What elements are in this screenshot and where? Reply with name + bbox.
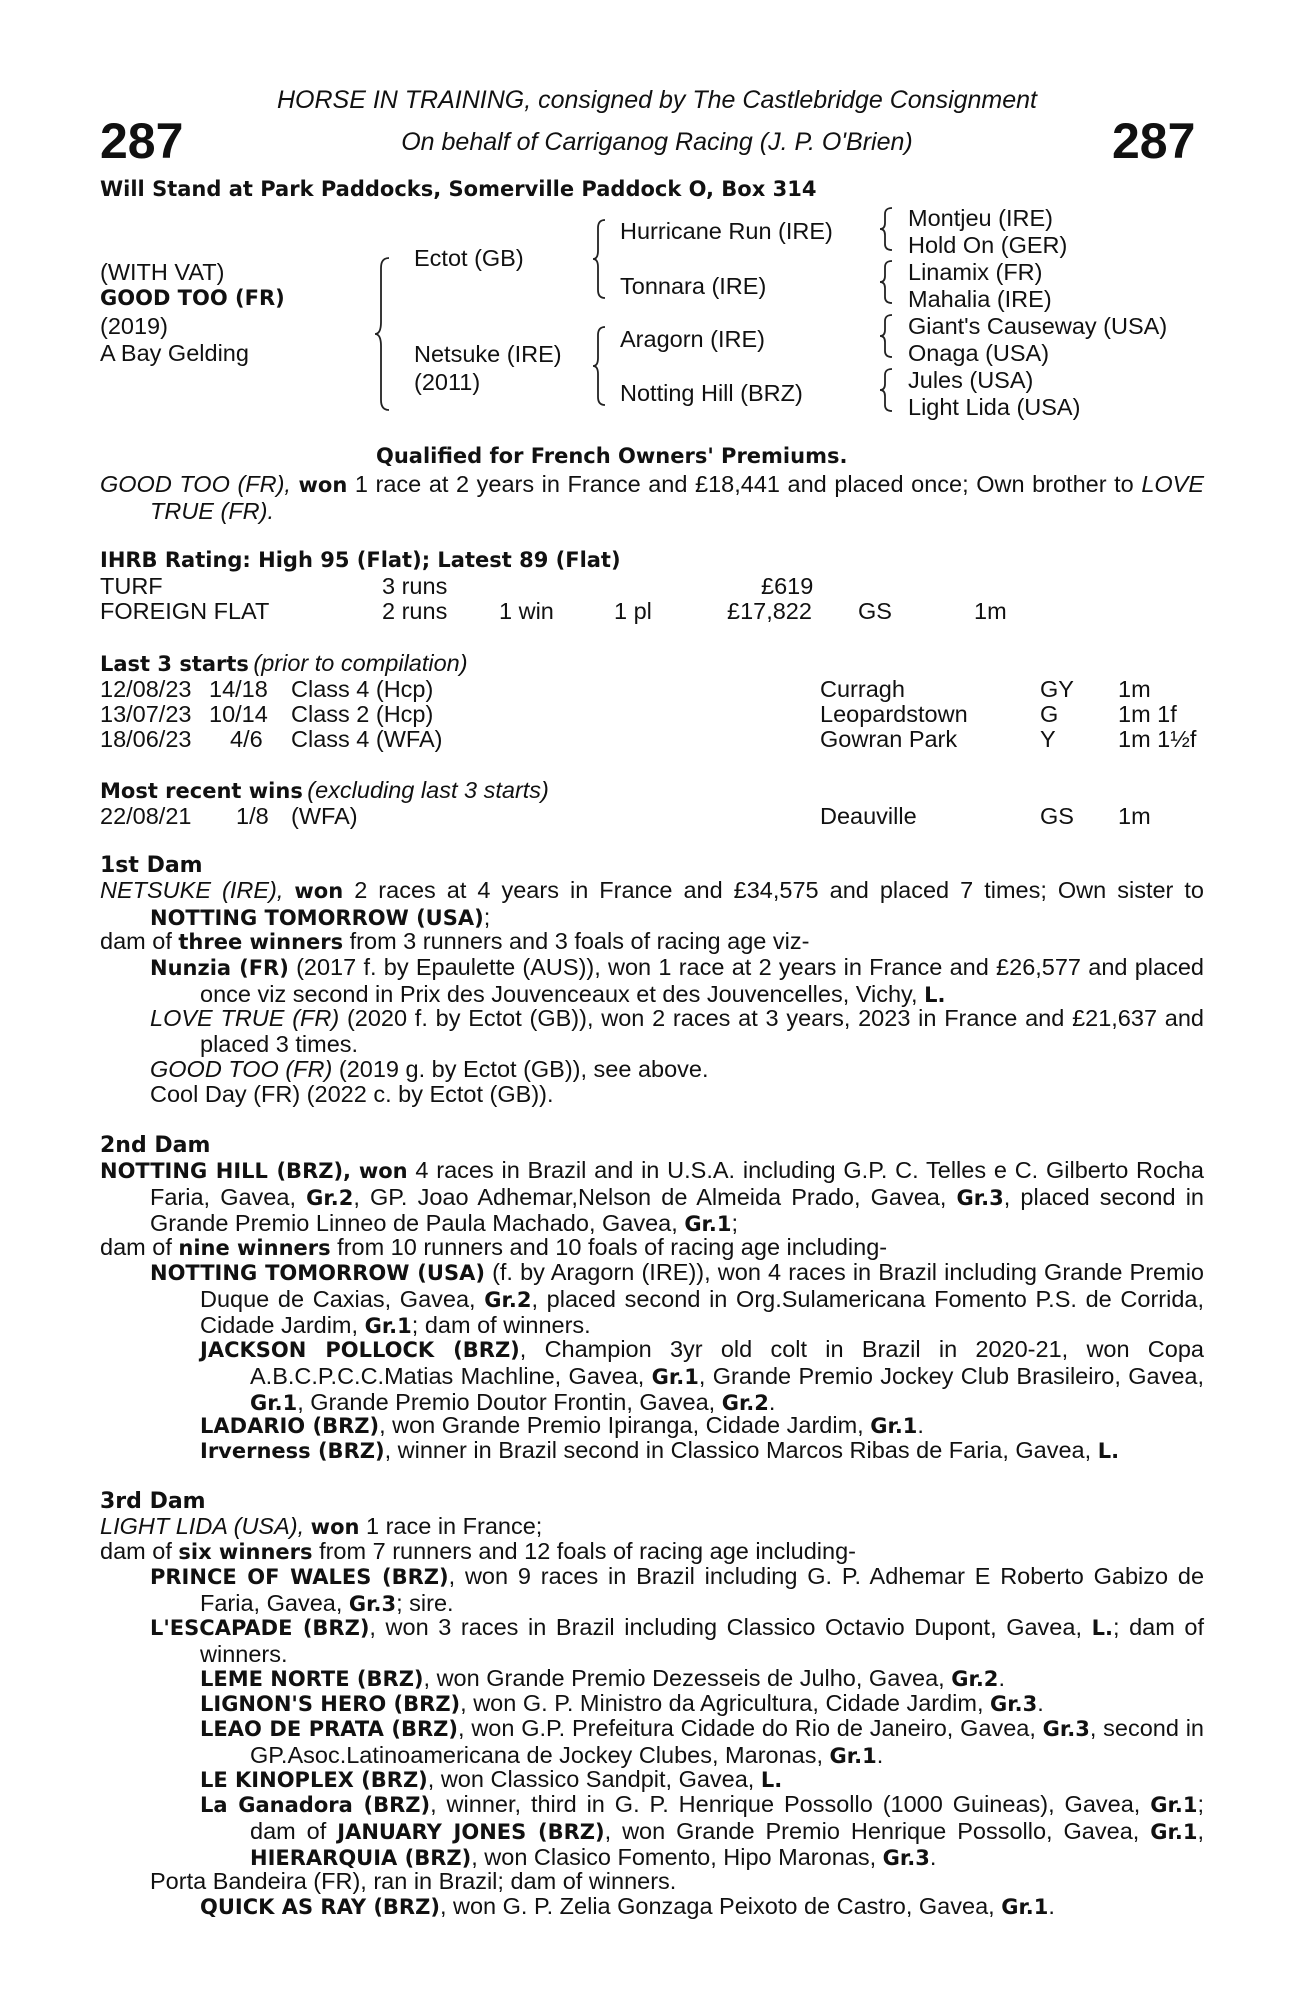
progeny-name: HIERARQUIA (BRZ): [250, 1846, 472, 1870]
progeny-name: LOVE TRUE (FR): [150, 1005, 340, 1031]
grade: Gr.1: [364, 1314, 412, 1338]
start-course: Curragh: [820, 676, 905, 702]
progeny-love-true: [150, 1006, 1204, 1057]
text: ; dam of winners.: [411, 1312, 591, 1338]
punct: .: [998, 1665, 1005, 1691]
dam-dam-name: Notting Hill (BRZ): [620, 380, 803, 406]
rating-type: TURF: [100, 573, 163, 599]
win-distance: 1m: [1118, 803, 1151, 829]
dam-sire-name: Aragorn (IRE): [620, 326, 765, 352]
start-date: 13/07/23: [100, 701, 192, 727]
rating-runs: 2 runs: [382, 598, 448, 624]
progeny-porta-bandeira: Porta Bandeira (FR), ran in Brazil; dam of winners.: [150, 1868, 677, 1894]
dam2-name: NOTTING HILL (BRZ),: [100, 1159, 352, 1183]
grade: Gr.1: [651, 1364, 699, 1389]
sire-dam-name: Tonnara (IRE): [620, 273, 767, 299]
recent-wins-heading: Most recent wins: [100, 779, 303, 803]
summary-text: 1 race at 2 years in France and £18,441 and placed once; Own brother to: [354, 471, 1134, 497]
grade: Gr.1: [1150, 1793, 1198, 1817]
progeny-lescapade: [150, 1615, 1204, 1667]
start-class: Class 4 (WFA): [291, 726, 443, 752]
horse-year: (2019): [100, 313, 168, 339]
progeny-good-too: [150, 1057, 1204, 1083]
progeny-nunzia: [150, 955, 1204, 1008]
dam-of-text: from 3 runners and 3 foals of racing age viz-: [349, 928, 810, 954]
granddam-2: Hold On (GER): [908, 232, 1068, 258]
progeny-name: QUICK AS RAY (BRZ): [200, 1895, 440, 1919]
win-going: GS: [1040, 803, 1074, 829]
text: 4 races in Brazil and in U.S.A. including G.P. C. Telles e C. Gilberto Rocha Faria, Gavea,: [150, 1157, 1204, 1210]
granddam-4: Mahalia (IRE): [908, 286, 1052, 312]
progeny-leao-de-prata: [200, 1716, 1204, 1769]
dam-name: Netsuke (IRE): [414, 341, 562, 367]
text: , won Classico Sandpit, Gavea,: [427, 1766, 755, 1792]
text: , Grande Premio Jockey Club Brasileiro, Gavea,: [698, 1362, 1204, 1389]
text: , placed second in Org.Sulamericana Fomento P.S. de Corrida, Cidade Jardim,: [200, 1285, 1205, 1338]
progeny-la-ganadora: [200, 1792, 1204, 1872]
vat-note: (WITH VAT): [100, 259, 225, 285]
progeny-text: (2019 g. by Ectot (GB)), see above.: [338, 1056, 709, 1082]
recent-wins-heading-line: [100, 777, 549, 803]
grade: Gr.1: [829, 1743, 877, 1768]
dam1-intro: [100, 878, 1204, 931]
dam-of-label: dam of: [100, 928, 172, 954]
start-going: G: [1040, 701, 1059, 727]
win-class: (WFA): [291, 803, 358, 829]
progeny-name: LE KINOPLEX (BRZ): [200, 1768, 428, 1792]
won-label: won: [310, 1515, 360, 1539]
rating-prize: £619: [761, 573, 814, 599]
progeny-le-kinoplex: [200, 1767, 1204, 1794]
rating-type: FOREIGN FLAT: [100, 598, 270, 624]
progeny-text: (2017 f. by Epaulette (AUS)), won 1 race at 2 years in France and £26,577 and placed once viz second in Prix des Jouvenceaux et des Jouvencelles, Vichy,: [200, 954, 1204, 1007]
progeny-text: (2020 f. by Ectot (GB)), won 2 races at 3 years, 2023 in France and £21,637 and placed 3 times.: [200, 1005, 1204, 1057]
text: , winner, third in G. P. Henrique Possollo (1000 Guineas), Gavea,: [430, 1791, 1141, 1817]
progeny-leme-norte: [200, 1666, 1204, 1693]
horse-name-italic: GOOD TOO (FR),: [100, 471, 291, 497]
start-going: GY: [1040, 676, 1074, 702]
grade: Gr.3: [956, 1185, 1004, 1210]
progeny-name: JACKSON POLLOCK (BRZ): [200, 1338, 520, 1362]
grade: Gr.1: [250, 1391, 298, 1415]
grade: L.: [1091, 1616, 1113, 1640]
dam-of-text: from 7 runners and 12 foals of racing age including-: [319, 1538, 856, 1564]
grade: Gr.1: [684, 1212, 732, 1236]
grade: Gr.3: [1042, 1717, 1090, 1741]
rating-heading: IHRB Rating: High 95 (Flat); Latest 89 (Flat): [100, 548, 621, 572]
text: , won G.P. Prefeitura Cidade do Rio de Janeiro, Gavea,: [458, 1715, 1036, 1741]
progeny-name: LIGNON'S HERO (BRZ): [200, 1692, 461, 1716]
text: , second in GP.Asoc.Latinoamericana de Jockey Clubes, Maronas,: [250, 1715, 1205, 1768]
win-position: 1/8: [236, 803, 269, 829]
grade: Gr.2: [951, 1667, 999, 1691]
punct: .: [917, 1412, 924, 1438]
grandsire-7: Jules (USA): [908, 367, 1034, 393]
pedigree-brace-g2: [880, 259, 894, 305]
rating-going: GS: [858, 598, 892, 624]
winners-count: nine winners: [178, 1236, 331, 1260]
progeny-cool-day: Cool Day (FR) (2022 c. by Ectot (GB)).: [150, 1081, 554, 1107]
punct: ;: [483, 903, 491, 930]
lot-number-right: 287: [1112, 113, 1196, 169]
win-date: 22/08/21: [100, 803, 192, 829]
progeny-name: Nunzia (FR): [150, 956, 289, 980]
grade: Gr.3: [348, 1591, 397, 1616]
win-course: Deauville: [820, 803, 917, 829]
progeny-jackson-pollock: [200, 1337, 1204, 1417]
winners-count: three winners: [178, 930, 344, 954]
progeny-name: LEME NORTE (BRZ): [200, 1667, 424, 1691]
grade: Gr.3: [882, 1846, 930, 1870]
text: , won G. P. Ministro da Agricultura, Cidade Jardim,: [460, 1690, 984, 1716]
dam-of-label: dam of: [100, 1538, 172, 1564]
grade: Gr.1: [1150, 1819, 1198, 1844]
won-label: won: [294, 879, 344, 903]
sire-sire-name: Hurricane Run (IRE): [620, 218, 833, 244]
pedigree-brace-dam: [593, 325, 609, 407]
grade: Gr.3: [990, 1692, 1038, 1716]
winners-count: six winners: [178, 1540, 313, 1564]
dam1-text: 2 races at 4 years in France and £34,575 and placed 7 times; Own sister to: [354, 877, 1205, 903]
dam1-dam-of: [100, 929, 1204, 956]
dam2-intro: [100, 1158, 1204, 1238]
progeny-name: PRINCE OF WALES (BRZ): [150, 1565, 449, 1589]
start-going: Y: [1040, 726, 1056, 752]
dam1-name: NETSUKE (IRE),: [100, 877, 284, 903]
progeny-ladario: [200, 1413, 1204, 1440]
progeny-name: La Ganadora (BRZ): [200, 1793, 431, 1817]
text: , GP. Joao Adhemar,Nelson de Almeida Prado, Gavea,: [353, 1183, 947, 1210]
grade: Gr.2: [721, 1391, 769, 1415]
rating-places: 1 pl: [614, 598, 652, 624]
horse-description: A Bay Gelding: [100, 340, 249, 366]
dam-of-text: from 10 runners and 10 foals of racing age including-: [337, 1234, 888, 1260]
pedigree-brace-sire: [593, 218, 609, 300]
start-distance: 1m: [1118, 676, 1151, 702]
dam1-heading: 1st Dam: [100, 853, 203, 878]
start-course: Gowran Park: [820, 726, 958, 752]
grade: L.: [1097, 1439, 1120, 1463]
premiums-note: Qualified for French Owners' Premiums.: [376, 444, 848, 468]
granddam-6: Onaga (USA): [908, 340, 1050, 366]
progeny-name: Irverness (BRZ): [200, 1439, 385, 1463]
text: ; dam of: [250, 1791, 1204, 1844]
start-position: 4/6: [230, 726, 263, 752]
start-position: 14/18: [209, 676, 268, 702]
progeny-name: JANUARY JONES (BRZ): [337, 1819, 605, 1844]
text: , Grande Premio Doutor Frontin, Gavea,: [297, 1389, 716, 1415]
text: ; sire.: [396, 1589, 454, 1616]
last3-heading: Last 3 starts: [100, 652, 249, 676]
on-behalf-line: On behalf of Carriganog Racing (J. P. O'Brien): [401, 128, 913, 156]
start-distance: 1m 1f: [1118, 701, 1177, 727]
summary-paragraph: [100, 472, 1204, 524]
start-distance: 1m 1½f: [1118, 726, 1197, 752]
start-class: Class 4 (Hcp): [291, 676, 434, 702]
punct: .: [929, 1844, 937, 1870]
text: , won G. P. Zelia Gonzaga Peixoto de Castro, Gavea,: [439, 1893, 995, 1919]
text: , winner in Brazil second in Classico Marcos Ribas de Faria, Gavea,: [384, 1437, 1092, 1463]
punct: .: [1037, 1690, 1044, 1716]
dam3-name: LIGHT LIDA (USA),: [100, 1513, 305, 1539]
brother-name: LOVE TRUE (FR).: [150, 471, 1205, 524]
pedigree-brace-main: [375, 256, 393, 412]
dam-of-label: dam of: [100, 1234, 172, 1260]
start-course: Leopardstown: [820, 701, 968, 727]
rating-prize: £17,822: [727, 598, 812, 624]
start-date: 12/08/23: [100, 676, 192, 702]
text: , Champion 3yr old colt in Brazil in 2020-21, won Copa A.B.C.P.C.C.Matias Machline, Gavea,: [250, 1336, 1204, 1389]
progeny-prince-of-wales: [150, 1564, 1204, 1617]
dam3-heading: 3rd Dam: [100, 1489, 206, 1514]
stabling-location: Will Stand at Park Paddocks, Somerville Paddock O, Box 314: [100, 177, 817, 201]
text: , won Grande Premio Ipiranga, Cidade Jardim,: [379, 1412, 864, 1438]
dam3-intro: [100, 1514, 1204, 1541]
last3-heading-line: [100, 650, 468, 676]
text: , won Grande Premio Dezesseis de Julho, Gavea,: [423, 1665, 945, 1691]
dam2-dam-of: [100, 1235, 1204, 1262]
rating-runs: 3 runs: [382, 573, 448, 599]
lot-number-left: 287: [100, 113, 184, 169]
granddam-8: Light Lida (USA): [908, 394, 1081, 420]
grade: Gr.1: [1001, 1895, 1049, 1919]
progeny-quick-as-ray: [200, 1894, 1204, 1921]
punct: .: [1048, 1893, 1055, 1919]
punct: ,: [1197, 1817, 1204, 1844]
won-label: won: [298, 473, 348, 497]
sire-name: Ectot (GB): [414, 245, 524, 271]
dam-year: (2011): [414, 369, 481, 395]
text: , won 9 races in Brazil including G. P. Adhemar E Roberto Gabizo de Faria, Gavea,: [200, 1563, 1205, 1616]
progeny-notting-tomorrow: [150, 1260, 1204, 1340]
dam3-dam-of: [100, 1539, 1204, 1566]
progeny-name: LEAO DE PRATA (BRZ): [200, 1717, 459, 1741]
text: , placed second in Grande Premio Linneo de Paula Machado, Gavea,: [150, 1183, 1205, 1236]
progeny-lignons-hero: [200, 1691, 1204, 1718]
start-class: Class 2 (Hcp): [291, 701, 434, 727]
progeny-irverness: [200, 1438, 1204, 1465]
text: ; dam of winners.: [200, 1614, 1204, 1667]
consignment-line: HORSE IN TRAINING, consigned by The Castlebridge Consignment: [276, 86, 1038, 114]
grandsire-1: Montjeu (IRE): [908, 205, 1053, 231]
text: , won Clasico Fomento, Hipo Maronas,: [471, 1844, 877, 1870]
pedigree-brace-g1: [880, 206, 894, 252]
rating-wins: 1 win: [499, 598, 554, 624]
progeny-name: NOTTING TOMORROW (USA): [150, 1261, 485, 1285]
text: , won 3 races in Brazil including Classico Octavio Dupont, Gavea,: [369, 1614, 1082, 1640]
progeny-name: LADARIO (BRZ): [200, 1414, 380, 1438]
grandsire-5: Giant's Causeway (USA): [908, 313, 1168, 339]
won-label: won: [358, 1159, 408, 1183]
text: (f. by Aragorn (IRE)), won 4 races in Brazil including Grande Premio Duque de Caxias, Gavea,: [200, 1259, 1204, 1312]
grade: Gr.1: [870, 1414, 918, 1438]
punct: .: [768, 1389, 776, 1415]
grade: Gr.2: [484, 1287, 532, 1312]
recent-wins-note: (excluding last 3 starts): [307, 777, 549, 803]
dam2-heading: 2nd Dam: [100, 1133, 211, 1158]
grade: Gr.2: [306, 1185, 354, 1210]
punct: .: [876, 1741, 884, 1768]
start-date: 18/06/23: [100, 726, 192, 752]
punct: ;: [731, 1210, 739, 1236]
horse-name: GOOD TOO (FR): [100, 286, 285, 310]
progeny-name: L'ESCAPADE (BRZ): [150, 1616, 370, 1640]
text: 1 race in France;: [365, 1513, 543, 1539]
grade: L.: [924, 982, 946, 1007]
text: , won Grande Premio Henrique Possollo, Gavea,: [604, 1817, 1140, 1844]
grandsire-3: Linamix (FR): [908, 259, 1043, 285]
progeny-name: GOOD TOO (FR): [150, 1056, 333, 1082]
rating-distance: 1m: [974, 598, 1007, 624]
last3-note: (prior to compilation): [253, 650, 468, 676]
grade: L.: [760, 1768, 783, 1792]
start-position: 10/14: [209, 701, 268, 727]
pedigree-brace-g4: [880, 367, 894, 413]
sister-name: NOTTING TOMORROW (USA): [150, 905, 484, 930]
pedigree-brace-g3: [880, 313, 894, 359]
